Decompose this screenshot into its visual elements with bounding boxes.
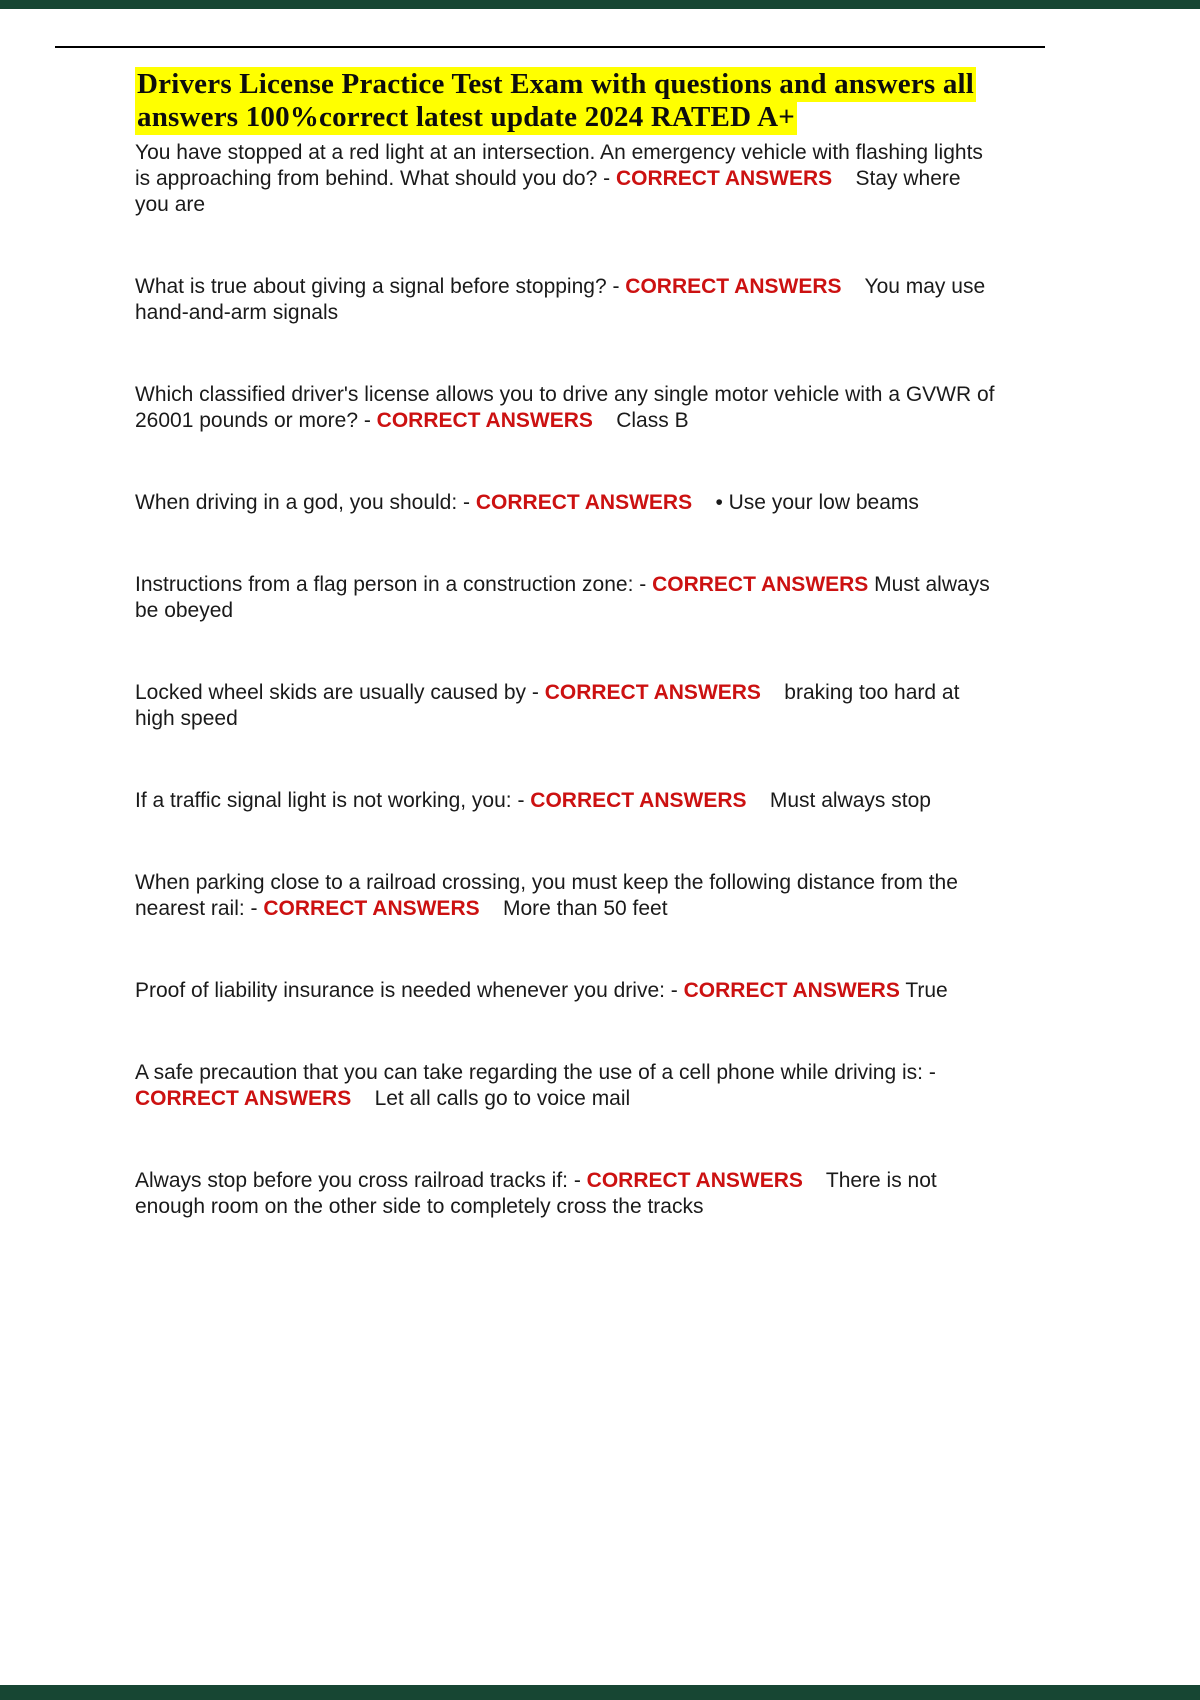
answer-text: Stay where you are [135,167,967,216]
answer-text: Must always stop [746,789,931,812]
qa-item [135,140,997,218]
correct-answers-marker: CORRECT ANSWERS [544,681,761,704]
answer-text: True [899,979,948,1002]
question-text: Always stop before you cross railroad tracks if: - [135,1169,587,1192]
answer-text: Must always be obeyed [135,573,996,622]
question-text: A safe precaution that you can take regarding the use of a cell phone while driving is: - [135,1061,942,1084]
correct-answers-marker: CORRECT ANSWERS [475,491,693,514]
qa-item [135,1060,997,1112]
question-text: If a traffic signal light is not working, you: - [135,789,531,812]
top-border-bar [0,0,1200,9]
question-text: Instructions from a flag person in a construction zone: - [135,573,653,596]
answer-text: braking too hard at high speed [135,681,966,730]
question-text: When driving in a god, you should: - [135,491,476,514]
page-title [135,68,997,134]
qa-item [135,490,997,516]
correct-answers-marker: CORRECT ANSWERS [652,573,869,596]
correct-answers-marker: CORRECT ANSWERS [586,1169,803,1192]
answer-text: • Use your low beams [692,491,919,514]
question-text: What is true about giving a signal before stopping? - [135,275,626,298]
answer-text: Let all calls go to voice mail [351,1087,631,1110]
correct-answers-marker: CORRECT ANSWERS [263,897,480,920]
page-title-line1: Drivers License Practice Test Exam with questions and answers all [137,68,975,100]
qa-item [135,978,997,1004]
answer-text: Class B [592,409,689,432]
correct-answers-marker: CORRECT ANSWERS [615,167,833,190]
qa-item [135,274,997,326]
qa-item [135,1168,997,1220]
page-title-line2: answers 100%correct latest update 2024 RATED A+ [137,101,795,133]
qa-item [135,382,1001,434]
correct-answers-marker: CORRECT ANSWERS [683,979,900,1002]
answer-text: You may use hand-and-arm signals [135,275,991,324]
question-text: You have stopped at a red light at an intersection. An emergency vehicle with flashing lights is approaching from behind. What should you do? - [135,141,989,190]
header-rule [55,46,1045,48]
correct-answers-marker: CORRECT ANSWERS [625,275,842,298]
document-content [135,68,1001,1220]
question-text: When parking close to a railroad crossing, you must keep the following distance from the nearest rail: - [135,871,964,920]
question-text: Which classified driver's license allows you to drive any single motor vehicle with a GVWR of 26001 pounds or more? - [135,383,1001,432]
correct-answers-marker: CORRECT ANSWERS [530,789,747,812]
correct-answers-marker: CORRECT ANSWERS [135,1087,352,1110]
bottom-border-bar [0,1685,1200,1700]
correct-answers-marker: CORRECT ANSWERS [376,409,593,432]
answer-text: More than 50 feet [479,897,668,920]
answer-text: There is not enough room on the other side to completely cross the tracks [135,1169,943,1218]
question-text: Locked wheel skids are usually caused by - [135,681,545,704]
qa-item [135,680,997,732]
qa-item [135,870,997,922]
question-text: Proof of liability insurance is needed whenever you drive: - [135,979,684,1002]
qa-item [135,788,997,814]
qa-item [135,572,997,624]
